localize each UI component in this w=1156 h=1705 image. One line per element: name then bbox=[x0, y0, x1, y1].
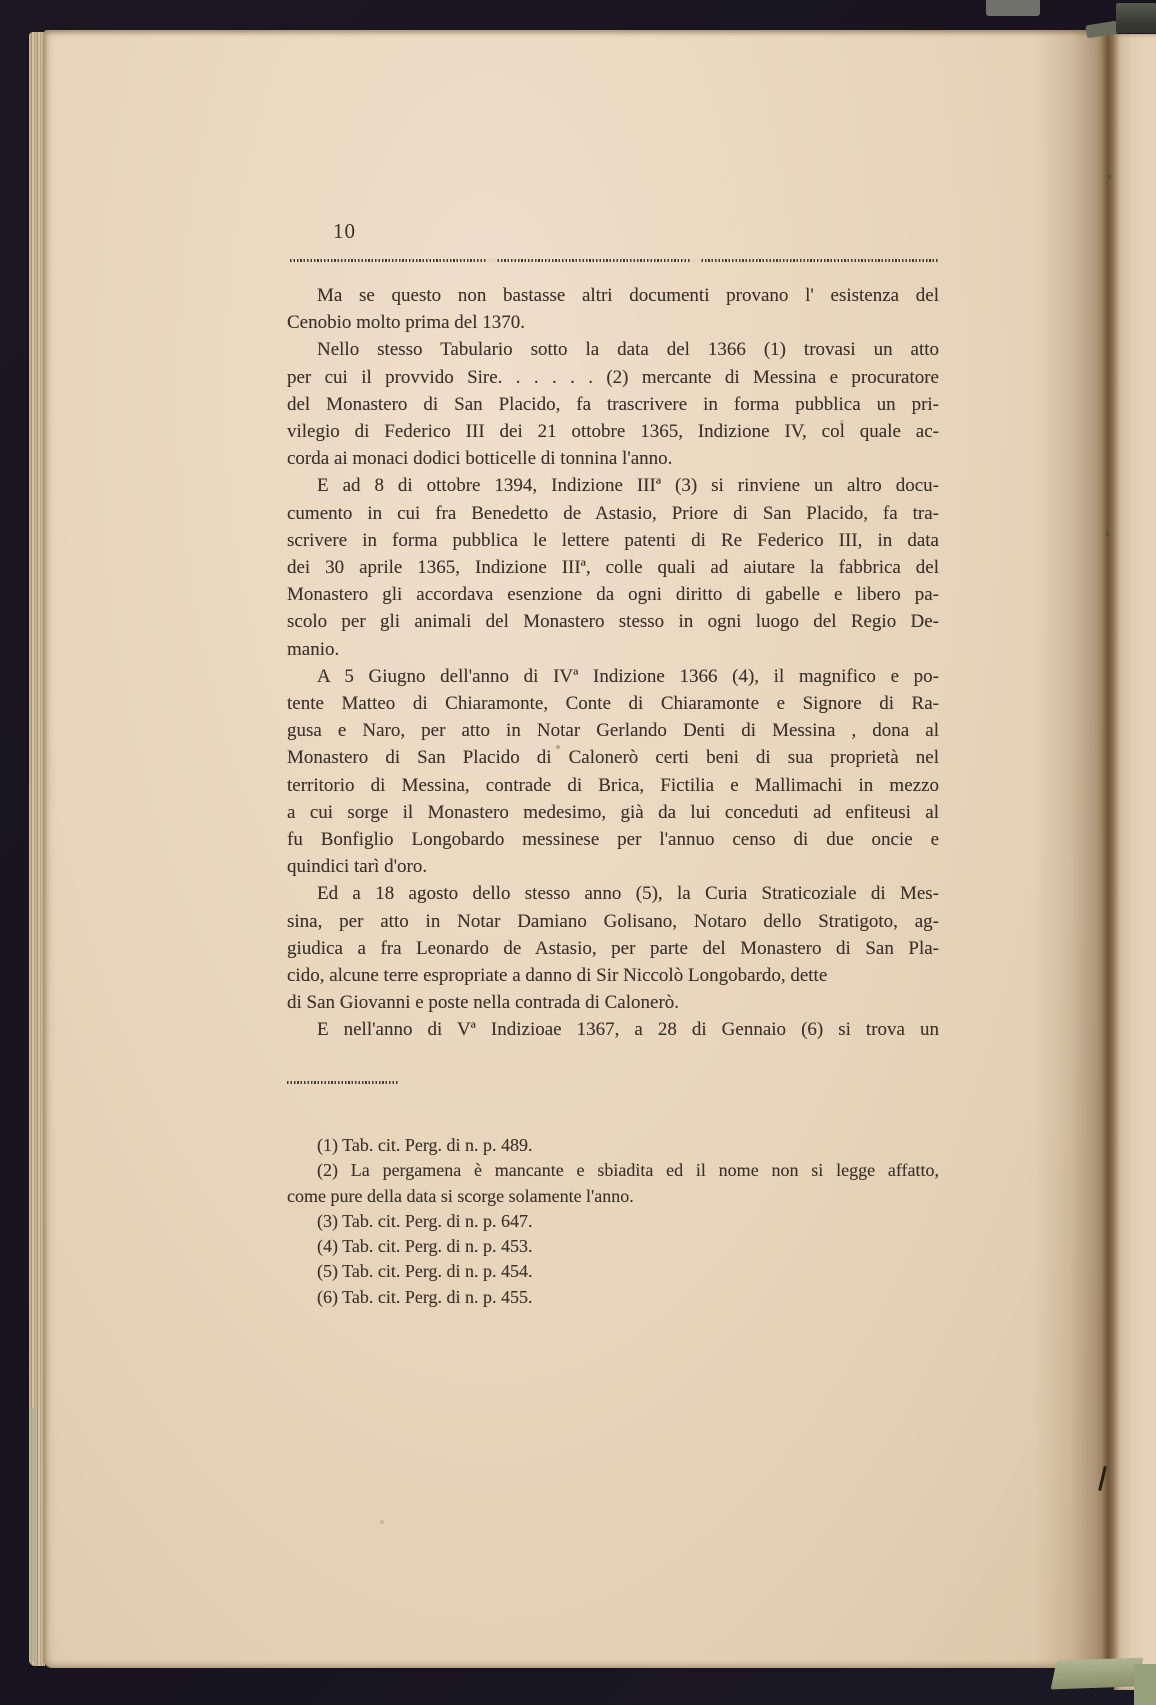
ink-mark bbox=[1108, 175, 1111, 179]
body-line: Ed a 18 agosto dello stesso anno (5), la Curia Straticoziale di Mes- bbox=[317, 883, 939, 905]
footnotes bbox=[287, 1133, 939, 1310]
header-rule bbox=[290, 259, 938, 262]
body-line: scrivere in forma pubblica le lettere patenti di Re Federico III, in data bbox=[287, 529, 939, 551]
body-line: corda ai monaci dodici botticelle di tonnina l'anno. bbox=[287, 448, 673, 470]
body-line: a cui sorge il Monastero medesimo, già da lui conceduti ad enfiteusi al bbox=[287, 801, 939, 823]
body-line: A 5 Giugno dell'anno di IVª Indizione 1366 (4), il magnifico e po- bbox=[317, 665, 939, 687]
body-line: Monastero gli accordava esenzione da ogni diritto di gabelle e libero pa- bbox=[287, 584, 939, 606]
footnote-line: (4) Tab. cit. Perg. di n. p. 453. bbox=[317, 1236, 533, 1257]
footnote-line: (1) Tab. cit. Perg. di n. p. 489. bbox=[317, 1135, 533, 1155]
footnote-line: come pure della data si scorge solamente l'anno. bbox=[287, 1185, 634, 1206]
body-line: Monastero di San Placido di Calonerò certi beni di sua proprietà nel bbox=[287, 747, 939, 769]
body-line: per cui il provvido Sire. . . . . . (2) mercante di Messina e procuratore bbox=[287, 366, 939, 388]
footnote-line: (6) Tab. cit. Perg. di n. p. 455. bbox=[317, 1286, 533, 1307]
binding-cloth-tab bbox=[1051, 1658, 1144, 1690]
footnote-line: (5) Tab. cit. Perg. di n. p. 454. bbox=[317, 1261, 533, 1282]
footnote-line: (2) La pergamena è mancante e sbiadita ed il nome non si legge affatto, bbox=[317, 1160, 939, 1181]
body-line: Cenobio molto prima del 1370. bbox=[287, 312, 526, 334]
body-line: E ad 8 di ottobre 1394, Indizione IIIª (3) si rinviene un altro docu- bbox=[317, 475, 939, 497]
body-text bbox=[287, 282, 939, 1044]
body-line: fu Bonfiglio Longobardo messinese per l'annuo censo di due oncie e bbox=[287, 829, 939, 851]
header-rule-gap bbox=[487, 258, 496, 263]
paper-speck bbox=[380, 1520, 384, 1524]
body-line: di San Giovanni e poste nella contrada di Calonerò. bbox=[287, 992, 680, 1014]
footnote-separator bbox=[287, 1081, 399, 1084]
page-number: 10 bbox=[333, 219, 356, 243]
gutter-shadow bbox=[1034, 30, 1100, 1668]
body-line: quindici tarì d'oro. bbox=[287, 856, 428, 878]
body-line: del Monastero di San Placido, fa trascrivere in forma pubblica un pri- bbox=[287, 393, 939, 415]
ink-mark bbox=[1106, 531, 1109, 536]
footnote-line: (3) Tab. cit. Perg. di n. p. 647. bbox=[317, 1210, 533, 1231]
body-line: dei 30 aprile 1365, Indizione IIIª, colle quali ad aiutare la fabbrica del bbox=[287, 557, 939, 579]
body-line: cumento in cui fra Benedetto de Astasio, Priore di San Placido, fa tra- bbox=[287, 502, 939, 524]
body-line: manio. bbox=[287, 638, 340, 660]
body-line: giudica a fra Leonardo de Astasio, per parte del Monastero di San Pla- bbox=[287, 937, 939, 959]
body-line: Ma se questo non bastasse altri documenti provano l' esistenza del bbox=[317, 285, 939, 306]
body-line: cido, alcune terre espropriate a danno di Sir Niccolò Longobardo, dette bbox=[287, 965, 828, 987]
body-line: vilegio di Federico III dei 21 ottobre 1365, Indizione IV, col quale ac- bbox=[287, 421, 939, 443]
body-line: territorio di Messina, contrade di Brica, Fictilia e Mallimachi in mezzo bbox=[287, 774, 939, 796]
adjacent-page-edge bbox=[1114, 34, 1156, 1690]
body-line: E nell'anno di Vª Indizioae 1367, a 28 di Gennaio (6) si trova un bbox=[317, 1019, 939, 1041]
body-line: scolo per gli animali del Monastero stesso in ogni luogo del Regio De- bbox=[287, 611, 939, 633]
binding-cloth-tab bbox=[1134, 1664, 1156, 1705]
body-line: sina, per atto in Notar Damiano Golisano, Notaro dello Stratigoto, ag- bbox=[287, 910, 939, 932]
binding-fragment bbox=[986, 0, 1040, 16]
body-line: Nello stesso Tabulario sotto la data del 1366 (1) trovasi un atto bbox=[317, 339, 939, 361]
header-rule-gap bbox=[690, 258, 700, 263]
page-edge-green-strip bbox=[30, 1408, 35, 1662]
body-line: gusa e Naro, per atto in Notar Gerlando Denti di Messina , dona al bbox=[287, 720, 939, 742]
binding-crease bbox=[1100, 30, 1114, 1675]
body-line: tente Matteo di Chiaramonte, Conte di Chiaramonte e Signore di Ra- bbox=[287, 693, 939, 715]
binding-fragment bbox=[1116, 3, 1156, 33]
